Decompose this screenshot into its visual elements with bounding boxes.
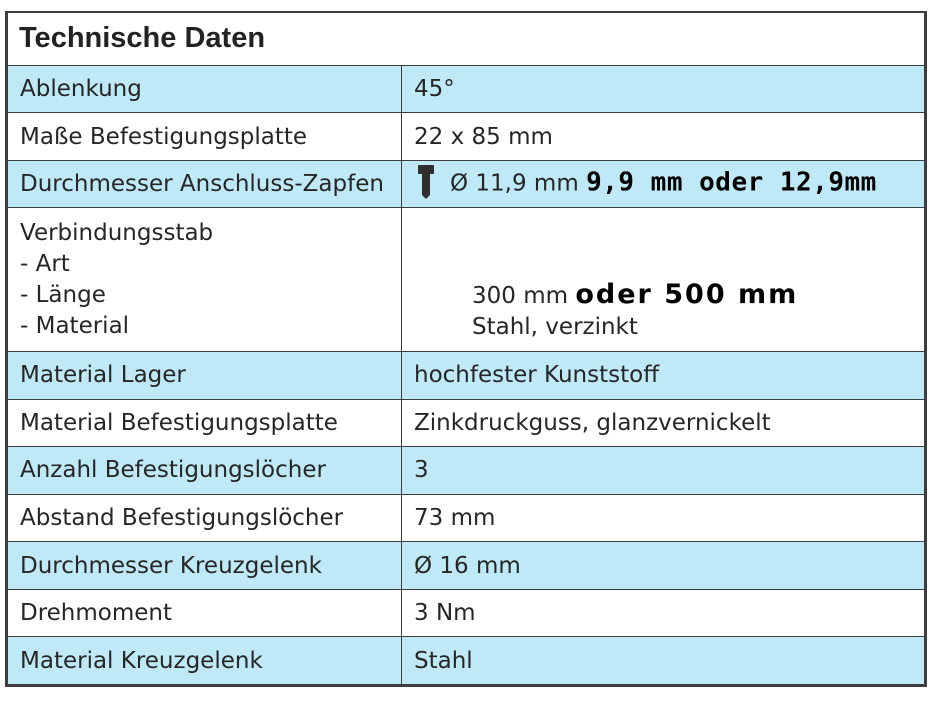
spec-label: Drehmoment bbox=[8, 589, 402, 637]
spec-table bbox=[7, 13, 925, 685]
spec-value: hochfester Kunststoff bbox=[402, 352, 925, 400]
table-row bbox=[8, 160, 925, 208]
table-row bbox=[8, 447, 925, 495]
table-row bbox=[8, 208, 925, 352]
table-row bbox=[8, 65, 925, 113]
spec-value: 3 Nm bbox=[402, 589, 925, 637]
table-row bbox=[8, 113, 925, 161]
table-title-row bbox=[8, 13, 925, 65]
table-row bbox=[8, 589, 925, 637]
spec-value: Zinkdruckguss, glanzvernickelt bbox=[402, 399, 925, 447]
spec-label-multiline bbox=[8, 208, 402, 352]
spec-value: Ø 16 mm bbox=[402, 542, 925, 590]
spec-label: Material Befestigungsplatte bbox=[8, 399, 402, 447]
spec-label: Material Kreuzgelenk bbox=[8, 637, 402, 685]
spec-value: 300 mm bbox=[472, 282, 569, 309]
spec-sublabel: - Art bbox=[20, 250, 70, 277]
table-row bbox=[8, 494, 925, 542]
spec-value: 45° bbox=[402, 65, 925, 113]
spec-value-line bbox=[472, 248, 924, 279]
spec-label: Anzahl Befestigungslöcher bbox=[8, 447, 402, 495]
spec-value: 73 mm bbox=[402, 494, 925, 542]
spec-value: Ø 11,9 mm bbox=[450, 170, 579, 197]
table-row bbox=[8, 399, 925, 447]
spec-table-container bbox=[5, 11, 927, 687]
spec-value-line bbox=[472, 279, 924, 312]
spec-value-cell bbox=[402, 160, 925, 208]
spec-sublabel: - Material bbox=[20, 312, 130, 339]
spec-label: Durchmesser Anschluss-Zapfen bbox=[8, 160, 402, 208]
table-row bbox=[8, 352, 925, 400]
spec-note: 9,9 mm oder 12,9mm bbox=[586, 167, 877, 198]
spec-label: Durchmesser Kreuzgelenk bbox=[8, 542, 402, 590]
spec-value-multiline bbox=[402, 208, 925, 352]
spec-value: Stahl bbox=[402, 637, 925, 685]
spec-sublabel: - Länge bbox=[20, 281, 106, 308]
spec-label: Verbindungsstab bbox=[20, 219, 214, 246]
spec-value: 22 x 85 mm bbox=[402, 113, 925, 161]
table-row bbox=[8, 542, 925, 590]
spec-label: Maße Befestigungsplatte bbox=[8, 113, 402, 161]
spec-value-line bbox=[472, 217, 924, 248]
spec-value: 3 bbox=[402, 447, 925, 495]
pin-icon bbox=[418, 163, 434, 205]
table-title: Technische Daten bbox=[8, 13, 925, 65]
spec-label: Abstand Befestigungslöcher bbox=[8, 494, 402, 542]
table-row bbox=[8, 637, 925, 685]
spec-note: oder 500 mm bbox=[575, 278, 799, 310]
spec-value-line: Stahl, verzinkt bbox=[472, 313, 638, 340]
spec-label: Ablenkung bbox=[8, 65, 402, 113]
spec-label: Material Lager bbox=[8, 352, 402, 400]
